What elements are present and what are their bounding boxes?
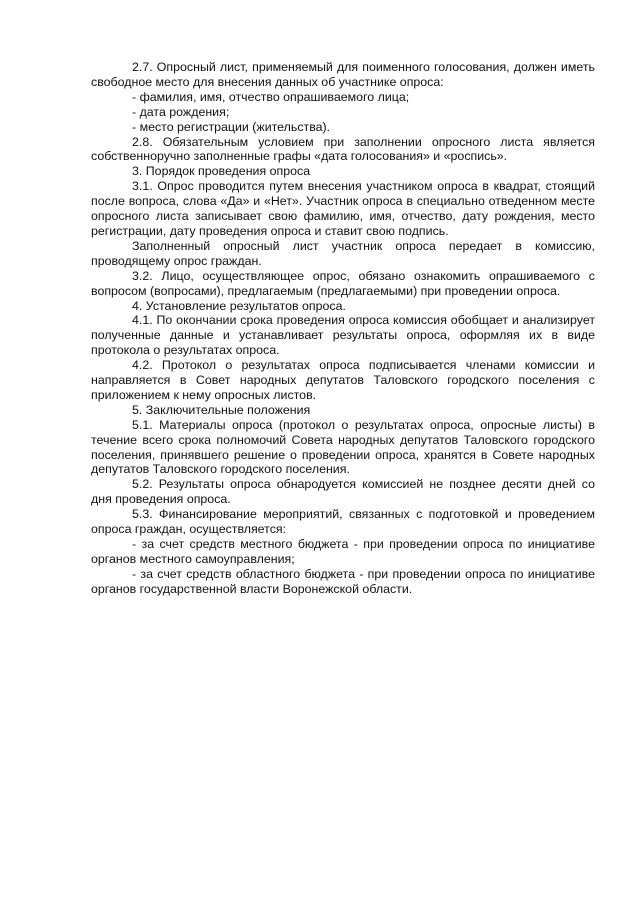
paragraph-2-7: 2.7. Опросный лист, применяемый для поименного голосования, должен иметь свободное место для внесения данных об участнике опроса: xyxy=(91,60,595,89)
list-item-full-name: - фамилия, имя, отчество опрашиваемого лица; xyxy=(132,89,410,104)
section-heading-3: 3. Порядок проведения опроса xyxy=(132,164,311,179)
list-item-local-budget: - за счет средств местного бюджета - при проведении опроса по инициативе органов местного самоуправления; xyxy=(91,537,595,566)
paragraph-3-2: 3.2. Лицо, осуществляющее опрос, обязано ознакомить опрашиваемого с вопросом (вопросами), предлагаемым (предлагаемыми) при проведении опроса. xyxy=(91,268,595,298)
paragraph-5-1: 5.1. Материалы опроса (протокол о результатах опроса, опросные листы) в течение всего срока полномочий Совета народных депутатов Таловского городского поселения, принявшего решение о проведении опроса, хранятся в Совете народных депутатов Таловского городского поселения. xyxy=(91,417,595,477)
paragraph-4-2: 4.2. Протокол о результатах опроса подписывается членами комиссии и направляется в Совет народных депутатов Таловского городского поселения с приложением к нему опросных листов. xyxy=(91,358,595,402)
section-heading-5: 5. Заключительные положения xyxy=(132,402,311,417)
paragraph-filled-list: Заполненный опросный лист участник опроса передает в комиссию, проводящему опрос граждан. xyxy=(91,238,595,268)
paragraph-5-2: 5.2. Результаты опроса обнародуется комиссией не позднее десяти дней со дня проведения опроса. xyxy=(91,477,595,507)
list-item-registration: - место регистрации (жительства). xyxy=(132,119,331,134)
paragraph-4-1: 4.1. По окончании срока проведения опроса комиссия обобщает и анализирует полученные данные и устанавливает результаты опроса, оформляя их в виде протокола о результатах опроса. xyxy=(91,313,595,358)
list-item-birth-date: - дата рождения; xyxy=(132,104,230,119)
paragraph-2-8: 2.8. Обязательным условием при заполнении опросного листа является собственноручно заполненные графы «дата голосования» и «роспись». xyxy=(91,134,595,164)
section-heading-4: 4. Установление результатов опроса. xyxy=(132,298,346,313)
paragraph-3-1: 3.1. Опрос проводится путем внесения участником опроса в квадрат, стоящий после вопроса, слова «Да» и «Нет». Участник опроса в специально отведенном месте опросного листа записывает свою фамилию, имя, отчество, дату рождения, место регистрации, дату проведения опроса и ставит свою подпись. xyxy=(91,179,595,238)
list-item-regional-budget: - за счет средств областного бюджета - при проведении опроса по инициативе органов государственной власти Воронежской области. xyxy=(91,566,595,596)
document-page xyxy=(91,60,595,597)
paragraph-5-3: 5.3. Финансирование мероприятий, связанных с подготовкой и проведением опроса граждан, осуществляется: xyxy=(91,507,595,537)
